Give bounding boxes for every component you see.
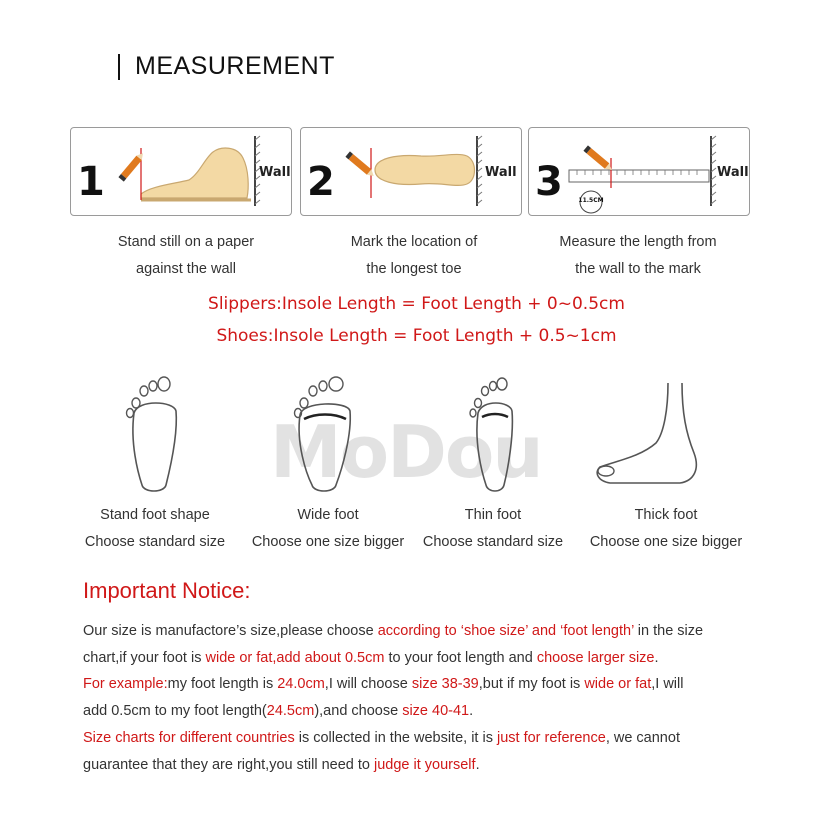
- step-3-caption-line2: the wall to the mark: [575, 261, 701, 277]
- step-3-caption-line1: Measure the length from: [559, 234, 717, 250]
- step-2-number: 2: [307, 159, 335, 205]
- thin-foot-icon: [460, 373, 530, 498]
- notice-text: , we cannot: [605, 729, 680, 746]
- notice-highlight: just for reference: [497, 729, 606, 746]
- notice-text: ,but if my foot is: [478, 676, 585, 693]
- pencil-icon: [583, 145, 614, 172]
- notice-text: in the size: [633, 623, 704, 639]
- foot-type-name: Thin foot: [464, 507, 522, 523]
- foot-type-wide: [242, 502, 414, 556]
- ruler: [569, 170, 709, 182]
- notice-highlight: choose larger size: [536, 649, 655, 666]
- notice-text: my foot length is: [167, 676, 278, 693]
- foot-top-shape: [375, 154, 475, 185]
- notice-text: ,I will choose: [324, 676, 412, 693]
- foot-side-shape: [141, 148, 248, 198]
- wall-label: Wall: [259, 165, 291, 180]
- step-2-panel: [300, 127, 522, 216]
- page-title: MEASUREMENT: [135, 52, 335, 80]
- notice-text: .: [654, 649, 659, 666]
- foot-type-advice: Choose standard size: [422, 534, 564, 550]
- notice-text: ),and choose: [314, 703, 403, 720]
- slippers-formula: Slippers:Insole Length = Foot Length + 0~0.5cm: [208, 294, 625, 314]
- foot-type-stand: [70, 502, 240, 556]
- notice-highlight: wide or fat: [584, 676, 652, 693]
- step-1-illustration: [71, 128, 292, 216]
- notice-line-2: [83, 645, 763, 672]
- foot-type-advice: Choose one size bigger: [251, 534, 405, 550]
- notice-title: Important Notice:: [83, 578, 251, 603]
- step-2-caption-line1: Mark the location of: [350, 234, 478, 250]
- notice-text: Our size is manufactore’s size,please choose: [83, 623, 378, 639]
- notice-line-5: [83, 725, 763, 752]
- step-1-panel: [70, 127, 292, 216]
- foot-type-advice: Choose standard size: [84, 534, 226, 550]
- stand-foot-icon: [120, 373, 190, 498]
- step-2-caption: [300, 229, 528, 283]
- notice-highlight: 24.5cm: [266, 703, 315, 720]
- shoes-formula: Shoes:Insole Length = Foot Length + 0.5~1cm: [216, 326, 617, 346]
- notice-text: .: [469, 703, 474, 720]
- notice-highlight: according to ‘shoe size’ and ‘foot length’: [377, 623, 634, 639]
- brand-watermark: MoDou: [270, 410, 542, 494]
- step-2-illustration: [301, 128, 522, 216]
- wide-foot-icon: [290, 373, 360, 498]
- foot-type-name: Thick foot: [634, 507, 698, 523]
- notice-highlight: For example:: [83, 676, 168, 693]
- foot-type-thick: [578, 502, 754, 556]
- notice-body: [83, 618, 763, 778]
- step-3-number: 3: [535, 159, 563, 205]
- thick-foot-icon: [590, 373, 720, 498]
- notice-text: guarantee that they are right,you still need to: [83, 756, 374, 773]
- foot-type-thin: [414, 502, 572, 556]
- wall-label: Wall: [717, 165, 749, 180]
- step-1-caption: [70, 229, 302, 283]
- ruler-reading: 11.5CM: [578, 197, 604, 204]
- step-1-caption-line2: against the wall: [136, 261, 236, 277]
- notice-text: to your foot length and: [384, 649, 537, 666]
- title-divider: [118, 54, 120, 80]
- notice-highlight: size 40-41: [402, 703, 470, 720]
- notice-highlight: size 38-39: [411, 676, 479, 693]
- notice-text: chart,if your foot is: [83, 649, 206, 666]
- step-3-caption: [522, 229, 754, 283]
- step-3-illustration: [529, 128, 750, 216]
- notice-line-3: [83, 671, 763, 698]
- notice-text: add 0.5cm to my foot length(: [83, 703, 267, 720]
- foot-type-name: Stand foot shape: [100, 507, 210, 523]
- notice-text: ,I will: [651, 676, 684, 693]
- notice-line-6: [83, 752, 763, 779]
- foot-type-advice: Choose one size bigger: [589, 534, 743, 550]
- foot-type-name: Wide foot: [297, 507, 359, 523]
- notice-highlight: wide or fat,add about 0.5cm: [205, 649, 385, 666]
- step-2-caption-line2: the longest toe: [366, 261, 462, 277]
- step-1-number: 1: [77, 159, 105, 205]
- notice-line-4: [83, 698, 763, 725]
- notice-highlight: Size charts for different countries: [83, 729, 295, 746]
- notice-highlight: judge it yourself: [374, 756, 476, 773]
- wall-label: Wall: [485, 165, 517, 180]
- step-3-panel: [528, 127, 750, 216]
- step-1-caption-line1: Stand still on a paper: [117, 234, 255, 250]
- notice-text: is collected in the website, it is: [294, 729, 497, 746]
- notice-line-1: [83, 618, 763, 645]
- notice-highlight: 24.0cm: [277, 676, 325, 693]
- notice-text: .: [475, 756, 480, 773]
